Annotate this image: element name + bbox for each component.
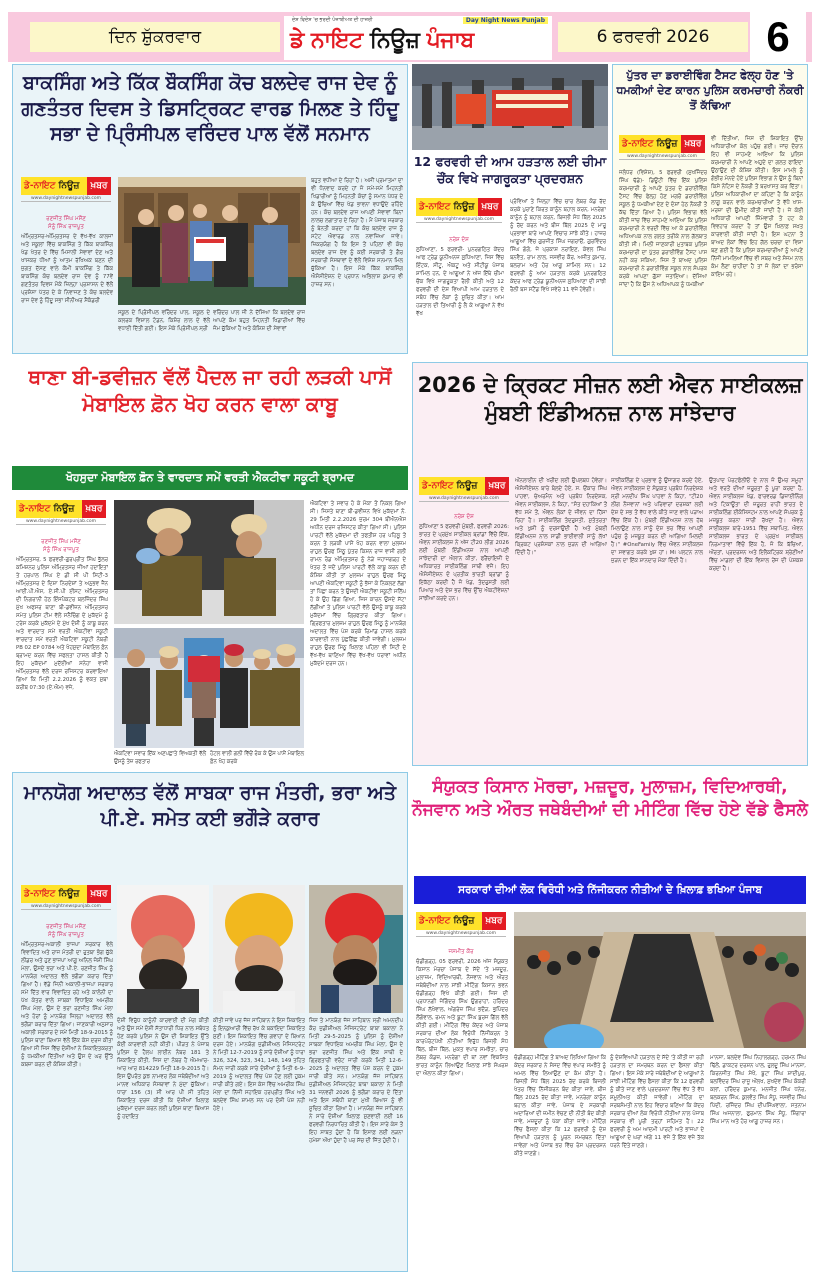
article-headline: ਸੰਯੁਕਤ ਕਿਸਾਨ ਮੋਰਚਾ, ਮਜ਼ਦੂਰ, ਮੁਲਾਜ਼ਮ, ਵਿਦਿਆਰਥੀ, ਨੌਜਵਾਨ ਅਤੇ ਔਰਤ ਜਥੇਬੰਦੀਆਂ ਦੀ ਮੀਟਿੰਗ ਵਿੱਚ ਹੋਏ ਵੱਡੇ ਫੈਸਲੇ	[412, 777, 808, 820]
logo-tagline: ਦੇਸ਼ ਵਿਦੇਸ਼ 'ਚ ਭਰਦੀ ਪੰਜਾਬੀਅਤ ਦੀ ਹਾਜ਼ਰੀ	[292, 17, 373, 23]
brand-badge: ਡੇ-ਨਾਇਟ ਨਿਊਜ਼ ਖ਼ਬਰ www.daynightnewspunjab.com	[619, 135, 705, 171]
portrait-photo[interactable]	[213, 885, 305, 1013]
photo-caption: ਐਕਟਿਵਾ ਸਵਾਰ ਇੱਕ ਅਣਪਛਾਤੇ ਵਿਅਕਤੀ ਵੱਲੋਂ ਉਸਨੂੰ ਤੇਜ਼ ਰਫਤਾਰ	[114, 751, 206, 765]
article-headline: 12 ਫਰਵਰੀ ਦੀ ਆਮ ਹੜਤਾਲ ਲਈ ਚੀਮਾ ਚੌਂਕ ਵਿਖੇ ਜਾਗਰੂਕਤਾ ਪ੍ਰਦਰਸ਼ਨ	[413, 154, 607, 186]
article-byline: ਰਣਜੀਤ ਸਿੰਘ ਮਸੌਣ ਸੋਨੂੰ ਸਿੰਘ ਰਾਜਪੂਤ	[46, 216, 86, 230]
article-byline: ਨਰੇਸ਼ ਦੋਸ਼	[449, 237, 469, 243]
article-column: ਅੰਮ੍ਰਿਤਸਰ-ਅੰਮ੍ਰਿਤਸਰ ਦੇ ਵੱਖ-ਵੱਖ ਕਾਲਜਾਂ ਅਤੇ ਸਕੂਲਾਂ ਵਿੱਚ ਬਾਕਸਿੰਗ ਤੇ ਕਿੱਕ ਬਾਕਸਿੰਗ ਖੇਡ ਖੇਤਰ ਦੇ ਵਿੱਚ ਮਿਸਾਲੀ ਸੇਵਾਵਾਂ ਦੇਣ ਅਤੇ ਖਾਸਕਰ ਧੀਆਂ ਨੂੰ ਆਤਮ ਰੱਖਿਅਕ ਬਣਨ ਦੀ ਜੁਗਤ ਦੱਸਣ ਵਾਲੇ ਕੌਮੀ ਬਾਕਸਿੰਗ ਤੇ ਕਿੱਕ ਬਾਕਸਿੰਗ ਕੋਚ ਬਲਦੇਵ ਰਾਜ ਦੇਵ ਨੂੰ 77ਵੇਂ ਗਣਤੰਤਰ ਦਿਵਸ ਮੌਕੇ ਜ਼ਿਲ੍ਹਾ ਪ੍ਰਸ਼ਾਸਨ ਦੇ ਵੱਲੋਂ ਪ੍ਰਸ਼ੰਸਾ ਪੱਤਰ ਦੇ ਕੇ ਨਿਵਾਜਣ ਤੇ ਕੋਚ ਬਲਦੇਵ ਰਾਜ ਦੇਵ ਨੂੰ ਹਿੰਦੂ ਸਭਾ ਸੀਨੀਅਰ ਸੈਕੰਡਰੀ	[21, 234, 113, 304]
article-column: ਪ੍ਰੋਵਿਆਂ ਤੇ ਜ਼ਿਲ੍ਹਾ ਵਿੱਚ ਚਾਰ ਲੇਬਰ ਕੋਡ ਰੱਦ ਕਰਕੇ ਪੁਰਾਣੇ ਕਿਰਤ ਕਾਨੂੰਨ ਬਹਾਲ ਕਰਨ, ਮਨਰੇਗਾ ਕਾਨੂੰਨ ਨੂੰ ਬਹਾਲ ਕਰਨ, ਬਿਜਲੀ ਸੋਧ ਬਿੱਲ 2025 ਨੂੰ ਰੱਦ ਕਰਨ ਅਤੇ ਬੀਜ ਬਿੱਲ 2025 ਦੇ ਮਾਰੂ ਪ੍ਰਭਾਵਾਂ ਬਾਰੇ ਆਪਣੇ ਵਿਚਾਰ ਸਾਂਝੇ ਕੀਤੇ। ਹਾਜ਼ਰ ਆਗੂਆਂ ਵਿੱਚ ਗੁਰਜੀਤ ਸਿੰਘ ਜਗਰਾਓਂ, ਗੁਰਵਿੰਦਰ ਸਿੰਘ ਗੋਗੋ, ਜੇ ਪ੍ਰਕਾਸ਼ ਨਰਾਇਣ, ਕੇਵਲ ਸਿੰਘ ਬਨਵੈਤ, ਰਾਮ ਲਾਲ, ਜਸਵੀਰ ਕੌਰ, ਅਜੀਤ ਕੁਮਾਰ, ਬਲਰਾਮ ਅਤੇ ਹੋਰ ਆਗੂ ਸ਼ਾਮਿਲ ਸਨ। 12 ਫਰਵਰੀ ਨੂੰ ਆਮ ਹੜਤਾਲ ਕਰਕੇ ਪੁਨਰਗਠਿਤ ਕੇਂਦਰ ਆਫ ਟ੍ਰੇਡ ਯੂਨੀਅਨਜ਼ ਲੁਧਿਆਣਾ ਦੀ ਸਾਂਝੀ ਰੈਲੀ ਬਸ ਸਟੈਂਡ ਵਿਖੇ ਸਵੇਰੇ 11 ਵਜੇ ਹੋਵੇਗੀ।	[510, 199, 606, 293]
article-column: ਜਲੰਧਰ (ਵਿਸ਼ੇਸ਼), 5 ਫਰਵਰੀ (ਸੁਖਜਿੰਦਰ ਸਿੰਘ ਢੱਡੇ)- ਡਿਊਟੀ ਵਿੱਚ ਇੱਕ ਪੁਲਿਸ ਕਰਮਚਾਰੀ ਨੂੰ ਆਪਣੇ ਪੁੱਤਰ ਦੇ ਡਰਾਈਵਿੰਗ ਟੈਸਟ ਵਿੱਚ ਫੇਲ੍ਹ ਹੋਣ ਮਗਰੋਂ ਡਰਾਈਵਿੰਗ ਸਕੂਲ ਨੂੰ ਧਮਕੀਆਂ ਦੇਣ ਦੇ ਦੋਸ਼ਾਂ ਹੇਠ ਨੌਕਰੀ ਤੋਂ ਕੱਢ ਦਿੱਤਾ ਗਿਆ ਹੈ। ਪੁਲਿਸ ਵਿਭਾਗ ਵੱਲੋਂ ਕੀਤੀ ਜਾਂਚ ਵਿੱਚ ਸਾਹਮਣੇ ਆਇਆ ਕਿ ਪੁਲਿਸ ਕਰਮਚਾਰੀ ਨੇ ਵਰਦੀ ਵਿੱਚ ਆ ਕੇ ਡਰਾਈਵਿੰਗ ਅਧਿਆਪਕ ਨਾਲ ਗਲਤ ਤਰੀਕੇ ਨਾਲ ਗੱਲਬਾਤ ਕੀਤੀ ਸੀ। ਮਿਲੀ ਜਾਣਕਾਰੀ ਮੁਤਾਬਕ ਪੁਲਿਸ ਕਰਮਚਾਰੀ ਦਾ ਪੁੱਤਰ ਡਰਾਈਵਿੰਗ ਟੈਸਟ ਪਾਸ ਨਹੀਂ ਕਰ ਸਕਿਆ, ਜਿਸ ਤੋਂ ਬਾਅਦ ਪੁਲਿਸ ਕਰਮਚਾਰੀ ਨੇ ਡਰਾਈਵਿੰਗ ਸਕੂਲ ਨਾਲ ਸੰਪਰਕ ਕਰਕੇ ਆਪਣਾ ਗੁੱਸਾ ਜਤਾਇਆ। ਦੱਸਿਆ ਜਾਂਦਾ ਹੈ ਕਿ ਉਸ ਨੇ ਅਧਿਆਪਕ ਨੂੰ ਧਮਕੀਆਂ	[619, 170, 707, 288]
article-subheadline: ਸਰਕਾਰਾਂ ਦੀਆਂ ਲੋਕ ਵਿਰੋਧੀ ਅਤੇ ਨਿੱਜੀਕਰਨ ਨੀਤੀਆਂ ਦੇ ਖ਼ਿਲਾਫ਼ ਭਖਿਆ ਪੰਜਾਬ	[414, 876, 806, 904]
day-label: ਦਿਨ ਸ਼ੁੱਕਰਵਾਰ	[30, 22, 280, 52]
article-column: ਚੰਡੀਗੜ੍ਹ, 05 ਫਰਵਰੀ, 2026 ਅੱਜ ਸੰਯੁਕਤ ਕਿਸਾਨ ਮੋਰਚਾ ਪੰਜਾਬ ਦੇ ਸੱਦੇ 'ਤੇ ਮਜ਼ਦੂਰ, ਮੁਲਾਜ਼ਮ, ਵਿਦਿਆਰਥੀ, ਨੌਜਵਾਨ ਅਤੇ ਔਰਤ ਜਥੇਬੰਦੀਆਂ ਨਾਲ ਸਾਂਝੀ ਮੀਟਿੰਗ ਕਿਸਾਨ ਭਵਨ ਚੰਡੀਗੜ੍ਹ ਵਿਖੇ ਕੀਤੀ ਗਈ। ਜਿਸ ਦੀ ਪ੍ਰਧਾਨਗੀ ਜੋਗਿੰਦਰ ਸਿੰਘ ਉਗਰਾਹਾਂ, ਹਰਿੰਦਰ ਸਿੰਘ ਲੱਖੋਵਾਲ, ਅੰਗਰੇਜ਼ ਸਿੰਘ ਭਦੌੜ, ਭੁਪਿੰਦਰ ਲੌਂਗੋਵਾਲ, ਰਮਨ ਅਤੇ ਬੂਟਾ ਸਿੰਘ ਬੁਰਜ ਗਿੱਲ ਵੱਲੋਂ ਕੀਤੀ ਗਈ। ਮੀਟਿੰਗ ਵਿੱਚ ਕੇਂਦਰ ਅਤੇ ਪੰਜਾਬ ਸਰਕਾਰ ਦੀਆਂ ਲੋਕ ਵਿਰੋਧੀ ਨਿੱਜੀਕਰਨ ਤੇ ਕਾਰਪੋਰੇਟਪੱਖੀ ਨੀਤੀਆਂ ਵਿਰੁੱਧ ਬਿਜਲੀ ਸੋਧ ਬਿੱਲ, ਬੀਜ ਬਿੱਲ, ਮੁਕਤ ਵਪਾਰ ਸਮਝੌਤਾ, ਚਾਰ ਲੇਬਰ ਕੋਡਜ਼, ਮਨਰੇਗਾ ਦੀ ਥਾਂ ਨਵਾਂ ਵਿਕਸਿਤ ਭਾਰਤ ਕਾਨੂੰਨ ਲਿਆਉਣ ਖ਼ਿਲਾਫ਼ ਸਾਂਝੇ ਸੰਘਰਸ਼ ਦਾ ਐਲਾਨ ਕੀਤਾ ਗਿਆ।	[416, 959, 508, 1077]
article-column: ਔਨਲਾਈਨ ਦੀ ਖਰੀਦ ਲਈ ਉਪਲਬਧ ਹੋਵੇਗਾ। ਐਸੋਸੀਏਸ਼ਨ ਬਾਰੇ ਬੋਲਦੇ ਹੋਏ, ਸ. ਓਂਕਾਰ ਸਿੰਘ ਪਾਹਵਾ, ਚੇਅਰਮੈਨ ਅਤੇ ਪ੍ਰਬੰਧ ਨਿਰਦੇਸ਼ਕ, ਐਵਨ ਸਾਈਕਲਜ਼, ਨੇ ਕਿਹਾ, "ਸੰਤ ਦਹਾਕਿਆਂ ਤੋਂ ਵੱਧ ਸਮੇਂ ਤੋਂ, ਐਵਨ ਲੋਕਾਂ ਦੇ ਜੀਵਨ ਦਾ ਹਿੱਸਾ ਰਿਹਾ ਹੈ। ਸਾਈਕਲਿੰਗ ਤੰਦਰੁਸਤੀ, ਸੁਤੰਤਰਤਾ ਅਤੇ ਖੁਸ਼ੀ ਨੂੰ ਦਰਸਾਉਂਦੀ ਹੈ ਅਤੇ ਮੁੰਬਈ ਇੰਡੀਅਨਜ਼ ਨਾਲ ਸਾਡੀ ਭਾਈਵਾਲੀ ਸਾਨੂੰ ਲੱਖਾਂ ਕ੍ਰਿਕਟ ਪ੍ਰਸ਼ੰਸਕਾਂ ਨਾਲ ਜੁੜਨ ਦੀ ਆਗਿਆ ਦਿੰਦੀ ਹੈ।"	[515, 478, 607, 556]
article-photo[interactable]	[412, 64, 608, 150]
article-photo[interactable]	[114, 628, 304, 748]
brand-badge: ਡੇ-ਨਾਇਟ ਨਿਊਜ਼ ਖ਼ਬਰ www.daynightnewspunjab.com	[16, 500, 106, 536]
photo-caption: ਹੋਟਲ ਵਾਲੀ ਗਲੀ ਵਿੱਚੋਂ ਰੋਕ ਕੇ ਉਸ ਪਾਸੋਂ ਮੋਬਾਇਲ ਫ਼ੋਨ ਖੋਹ ਕਰਕੇ	[210, 751, 304, 765]
article-headline: ਬਾਕਸਿੰਗ ਅਤੇ ਕਿੱਕ ਬੌਕਸਿੰਗ ਕੋਚ ਬਲਦੇਵ ਰਾਜ ਦੇਵ ਨੂੰ ਗਣਤੰਤਰ ਦਿਵਸ ਤੇ ਡਿਸਟ੍ਰਿਕਟ ਵਾਰਡ ਮਿਲਣ ਤੇ ਹਿੰਦੂ ਸਭਾ ਦੇ ਪ੍ਰਿੰਸੀਪਲ ਵਰਿੰਦਰ ਪਾਲ ਵੱਲੋਂ ਸਨਮਾਨ	[21, 72, 399, 146]
article-court[interactable]	[12, 772, 408, 1272]
article-photo[interactable]	[118, 177, 306, 305]
article-photo[interactable]	[114, 500, 304, 624]
issue-date: 6 ਫਰਵਰੀ 2026	[558, 22, 748, 52]
article-mobile-snatch[interactable]	[12, 360, 408, 768]
page-number: 6	[750, 12, 806, 62]
logo-name-part2: ਨਿਊਜ਼	[369, 28, 427, 53]
newspaper-logo[interactable]	[284, 16, 552, 60]
brand-badge: ਡੇ-ਨਾਇਟ ਨਿਊਜ਼ ਖ਼ਬਰ www.daynightnewspunjab.com	[419, 477, 509, 513]
logo-english-name: Day Night News Punjab	[463, 17, 548, 24]
article-column: ਨੂੰ ਦੇਸ਼ਵਿਆਪੀ ਹੜਤਾਲ ਦੇ ਸੱਦੇ 'ਤੇ ਕੀਤੀ ਜਾ ਰਹੀ ਹੜਤਾਲ ਦਾ ਸਮਰਥਨ ਕਰਨ ਦਾ ਫੈਸਲਾ ਕੀਤਾ ਗਿਆ। ਇਸ ਮੌਕੇ ਸਾਰੇ ਜਥੇਬੰਦੀਆਂ ਦੇ ਆਗੂਆਂ ਨੇ ਸਾਂਝੀ ਮੀਟਿੰਗ ਵਿੱਚ ਫੈਸਲਾ ਕੀਤਾ ਕਿ 12 ਫਰਵਰੀ ਨੂੰ ਕੀਤੇ ਜਾਣ ਵਾਲੇ ਪ੍ਰਦਰਸ਼ਨਾਂ ਵਿੱਚ ਵੱਧ ਤੋਂ ਵੱਧ ਸ਼ਮੂਲੀਅਤ ਕੀਤੀ ਜਾਵੇਗੀ। ਮੀਟਿੰਗ ਦਾ ਸਰਬਸੰਮਤੀ ਨਾਲ ਇਹ ਵਿਚਾਰ ਬਣਿਆ ਕਿ ਕੇਂਦਰ ਸਰਕਾਰ ਦੀਆਂ ਲੋਕ ਵਿਰੋਧੀ ਨੀਤੀਆਂ ਨਾਲ ਪੰਜਾਬ ਸਰਕਾਰ ਵੀ ਪੂਰੀ ਤਰ੍ਹਾਂ ਸਹਿਮਤ ਹੈ। 22 ਫਰਵਰੀ ਨੂੰ ਅਮ ਆਦਮੀ ਪਾਰਟੀ ਅਤੇ ਭਾਜਪਾ ਦੇ ਆਗੂਆਂ ਦੇ ਘਰਾਂ ਅੱਗੇ 11 ਵਜੇ ਤੋਂ ਇੱਕ ਵਜੇ ਤੱਕ ਧਰਨੇ ਦਿੱਤੇ ਜਾਣਗੇ।	[610, 1055, 704, 1149]
article-cricket[interactable]	[412, 362, 808, 766]
portrait-photo[interactable]	[309, 885, 403, 1013]
logo-name-part3: ਪੰਜਾਬ	[426, 28, 474, 53]
article-column: ਉਤਪਾਦ ਪੋਰਟਫੋਲੀਓ ਦੇ ਨਾਲ ਜੋ ਉਮਰ ਸਮੂਹਾਂ ਅਤੇ ਵਰਤੋਂ ਦੀਆਂ ਜ਼ਰੂਰਤਾਂ ਨੂੰ ਪੂਰਾ ਕਰਦਾ ਹੈ, ਐਵਨ ਸਾਈਕਲਜ਼ ਖੇਡ, ਫਾਰਵਰਡ ਡਿਜ਼ਾਈਨਿੰਗ ਅਤੇ ਟਿਕਾਊਤਾ ਦੀ ਜ਼ਰੂਰਤ ਰਾਹੀਂ ਭਾਰਤ ਦੇ ਸਾਈਕਲਿੰਗ ਈਕੋਸਿਸਟਮ ਨਾਲ ਆਪਣੇ ਸੰਪਰਕ ਨੂੰ ਮਜ਼ਬੂਤ ਕਰਨਾ ਜਾਰੀ ਰੱਖਦਾ ਹੈ। ਐਵਨ ਸਾਈਕਲਜ਼ ਬਾਰੇ-1951 ਵਿੱਚ ਸਥਾਪਿਤ, ਐਵਨ ਸਾਈਕਲਜ਼ ਭਾਰਤ ਦੇ ਪ੍ਰਮੁੱਖ ਸਾਈਕਲ ਨਿਰਮਾਤਾਵਾਂ ਵਿੱਚੋਂ ਇੱਕ ਹੈ, ਜੋ ਕਿ ਬੱਚਿਆਂ, ਔਰਤਾਂ, ਪ੍ਰਦਰਸ਼ਨ ਅਤੇ ਇਲੈਕਟ੍ਰਿਕ ਸ਼੍ਰੇਣੀਆਂ ਵਿੱਚ ਮਾਡਲਾਂ ਦੀ ਇੱਕ ਵਿਸ਼ਾਲ ਰੇਂਜ ਦੀ ਪੇਸ਼ਕਸ਼ ਕਰਦਾ ਹੈ।	[709, 478, 803, 572]
article-column: ਮਾਨਸਾ, ਬਲਦੇਵ ਸਿੰਘ ਨਿਹਾਲਗੜ੍ਹ, ਹਰਮਨ ਸਿੰਘ ਢਿੱਲੋਂ, ਡਾਕਟਰ ਦਰਸ਼ਨ ਪਾਲ, ਰੁਲਦੂ ਸਿੰਘ ਮਾਨਸਾ, ਕਿਰਨਜੀਤ ਸਿੰਘ ਸੇਖੋਂ, ਬੂਟਾ ਸਿੰਘ ਸ਼ਾਦੀਪੁਰ, ਬਲਵਿੰਦਰ ਸਿੰਘ ਰਾਜੂ ਔਲਖ, ਸੁਖਦੇਵ ਸਿੰਘ ਕੋਕਰੀ ਕਲਾਂ, ਹਰਿੰਦਰ ਕੁਮਾਰ, ਮਨਜੀਤ ਸਿੰਘ ਧਨੇਰ, ਬਲਕਰਨ ਸਿੰਘ, ਕੁਲਵੰਤ ਸਿੰਘ ਸੰਧੂ, ਜਸਵੀਰ ਸਿੰਘ ਪਿੱਦੀ, ਰਜਿੰਦਰ ਸਿੰਘ ਦੀਪਸਿੰਘਵਾਲਾ, ਸਤਨਾਮ ਸਿੰਘ ਅਜਨਾਲਾ, ਫੁਰਮਾਨ ਸਿੰਘ ਸੰਧੂ, ਸ਼ਿੰਗਾਰਾ ਸਿੰਘ ਮਾਨ ਅਤੇ ਹੋਰ ਆਗੂ ਹਾਜ਼ਰ ਸਨ।	[710, 1055, 806, 1125]
article-column: ਅੰਮ੍ਰਿਤਸਰ-ਅਕਾਲੀ ਭਾਜਪਾ ਸਰਕਾਰ ਵੇਲੇ ਵਿਵਾਦਿਤ ਅਤੇ ਰਾਜ ਮੰਤਰੀ ਦਾ ਰੁਤਬਾ ਭੋਗ ਚੁੱਕੇ ਲੀਡਰ ਅਤੇ ਹੁਣ ਭਾਜਪਾ ਆਗੂ ਅਨਿਲ ਜੋਸ਼ੀ ਸਿੰਘ ਮੇਲਾ, ਉਸਦੇ ਭਰਾ ਅਤੇ ਪੀ.ਏ. ਰਣਜੀਤ ਸਿੰਘ ਨੂੰ ਮਾਨਯੋਗ ਅਦਾਲਤ ਵੱਲੋਂ ਭਗੌੜਾ ਕਰਾਰ ਦਿੱਤਾ ਗਿਆ ਹੈ। ਵੱਡੇ ਜਿਨੀ ਅਕਾਲੀ-ਭਾਜਪਾ ਸਰਕਾਰ ਸਮੇਂ ਦਿੱਤ ਵਾਰ ਵਿਵਾਦਿਤ ਰਹੇ ਅਤੇ ਕਾਲੋਨੀ ਦਾ ਪੱਖ ਕੇਤਰ ਵਾਲੇ ਸਾਬਕਾ ਵਿਧਾਇਕ ਅਮਰੀਕ ਸਿੰਘ ਮੇਲਾ, ਉਸ ਦੇ ਭਰਾ ਰਣਜੀਤ ਸਿੰਘ ਮੇਲਾ ਅਤੇ ਹੋਰਾਂ ਨੂੰ ਮਾਨਯੋਗ ਜਿਲ੍ਹਾ ਅਦਾਲਤ ਵੱਲੋਂ ਭਗੌੜਾ ਕਰਾਰ ਦਿੱਤਾ ਗਿਆ। ਜਾਣਕਾਰੀ ਅਨੁਸਾਰ ਅਕਾਲੀ ਸਰਕਾਰ ਦੇ ਸਮੇਂ ਮਿਤੀ 18-9-2015 ਨੂੰ ਪੁਲਿਸ ਥਾਣਾ ਬਿਆਸ ਵੱਲੋਂ ਇੱਕ ਕੇਸ ਦਰਜ ਕੀਤਾ ਗਿਆ ਸੀ ਜਿਸ ਵਿੱਚ ਦੋਸ਼ੀਆਂ ਨੇ ਸ਼ਿਕਾਇਤਕਰਤਾ ਨੂੰ ਧਮਕੀਆਂ ਦਿੱਤੀਆਂ ਅਤੇ ਉਸ ਦੇ ਘਰ ਉੱਤੇ ਕਬਜ਼ਾ ਕਰਨ ਦੀ ਕੋਸ਼ਿਸ਼ ਕੀਤੀ।	[21, 942, 113, 1068]
article-column: ਜਿਸ ਤੇ ਮਾਨਯੋਗ ਜੱਜ ਸਾਹਿਬਾਨ ਸ੍ਰੀ ਅਮਨਦੀਪ ਕੌਰ ਜੁਡੀਸ਼ੀਅਲ ਮੈਜਿਸਟਰੇਟ ਬਾਬਾ ਬਕਾਲਾ ਨੇ ਮਿਤੀ 29-5-2025 ਨੂੰ ਪੁਲਿਸ ਨੂੰ ਦੋਸ਼ੀਆਂ ਸਾਬਕਾ ਵਿਧਾਇਕ ਅਮਰੀਕ ਸਿੰਘ ਮੇਲਾ, ਉਸ ਦੇ ਭਰਾ ਰਣਜੀਤ ਸਿੰਘ ਅਤੇ ਇੱਕ ਸਾਥੀ ਦੇ ਗ੍ਰਿਫਤਾਰੀ ਵਰੰਟ ਜਾਰੀ ਕਰਕੇ ਮਿਤੀ 12-6-2025 ਨੂੰ ਅਦਾਲਤ ਵਿੱਚ ਪੇਸ਼ ਕਰਨ ਦੇ ਹੁਕਮ ਜਾਰੀ ਕੀਤੇ ਸਨ। ਮਾਨਯੋਗ ਜੱਜ ਸਾਹਿਬਾਨ ਜੁਡੀਸ਼ੀਅਲ ਮੈਜਿਸਟਰੇਟ ਬਾਬਾ ਬਕਾਲਾ ਨੇ ਮਿਤੀ 31 ਜਨਵਰੀ 2026 ਨੂੰ ਭਗੌੜਾ ਕਰਾਰ ਦੇ ਦਿੱਤਾ ਅਤੇ ਇਸ ਸਬੰਧੀ ਥਾਣਾ ਮੁਖੀ ਬਿਆਸ ਨੂੰ ਵੀ ਸੂਚਿਤ ਕੀਤਾ ਗਿਆ ਹੈ। ਮਾਨਯੋਗ ਜੱਜ ਸਾਹਿਬਾਨ ਨੇ ਸਾਰੇ ਦੋਸ਼ੀਆਂ ਖ਼ਿਲਾਫ਼ ਸੁਣਵਾਈ ਲਈ 16 ਫਰਵਰੀ ਨਿਰਧਾਰਿਤ ਕੀਤੀ ਹੈ। ਇਸ ਸਾਰੇ ਕੇਸ ਤੋਂ ਇਹ ਸਾਬਤ ਹੁੰਦਾ ਹੈ ਕਿ ਇਸਾਫ਼ ਲਈ ਲੜਨਾ ਹਮੇਸ਼ਾ ਔਖਾ ਹੁੰਦਾ ਹੈ ਪਰ ਸੱਚ ਦੀ ਜਿੱਤ ਹੁੰਦੀ ਹੈ।	[309, 1018, 403, 1144]
article-byline: ਜਸਮੀਤ ਕੌਰ	[448, 949, 474, 955]
article-headline: 2026 ਦੇ ਕ੍ਰਿਕਟ ਸੀਜ਼ਨ ਲਈ ਐਵਨ ਸਾਈਕਲਜ਼ ਮੁੰਬਈ ਇੰਡੀਅਨਜ਼ ਨਾਲ ਸਾਂਝੇਦਾਰ	[417, 373, 803, 426]
article-column: ਲੁਧਿਆਣਾ, 5 ਫਰਵਰੀ- ਪੁਨਰਗਠਿਤ ਕੇਂਦਰ ਆਫ ਟ੍ਰੇਡ ਯੂਨੀਅਨਜ਼ ਲੁਧਿਆਣਾ, ਜਿਸ ਵਿੱਚ ਇੰਟਕ, ਸੀਟੂ, ਐਕਟੂ ਅਤੇ ਸੀਟੀਯੂ ਪੰਜਾਬ ਸ਼ਾਮਿਲ ਹਨ, ਦੇ ਆਗੂਆਂ ਨੇ ਅੱਜ ਇੱਥੇ ਚੀਮਾ ਚੌਂਕ ਵਿਖੇ ਜਾਗਰੂਕਤਾ ਰੈਲੀ ਕੀਤੀ ਅਤੇ 12 ਫਰਵਰੀ ਦੀ ਦੇਸ਼ ਵਿਆਪੀ ਆਮ ਹੜਤਾਲ ਦੇ ਸਬੰਧ ਵਿੱਚ ਲੋਕਾਂ ਨੂੰ ਸੂਚਿਤ ਕੀਤਾ। ਆਮ ਹੜਤਾਲ ਦੀ ਤਿਆਰੀ ਨੂੰ ਲੈ ਕੇ ਆਗੂਆਂ ਨੇ ਵੱਖ ਵੱਖ	[416, 247, 504, 317]
article-column: ਕੀਤੀ ਜਾਵੇ ਪਰ ਜੱਜ ਸਾਹਿਬਾਨ ਨੇ ਇਸ ਸ਼ਿਕਾਇਤ ਨੂੰ ਇਨਕੁਆਰੀ ਵਿੱਚ ਰੱਖ ਕੇ ਬਕਾਇਦਾ ਸ਼ਿਕਾਇਤ ਸੁਣੀ। ਇਸ ਸ਼ਿਕਾਇਤ ਵਿੱਚ ਗਵਾਹਾਂ ਦੇ ਬਿਆਨ ਦਰਜ ਹੋਏ। ਮਾਨਯੋਗ ਜੁਡੀਸ਼ੀਅਲ ਮੈਜਿਸਟਰੇਟ ਨੇ ਮਿਤੀ 12-7-2019 ਨੂੰ ਸਾਰੇ ਦੋਸ਼ੀਆਂ ਨੂੰ ਧਾਰਾ 326, 324, 323, 341, 148, 149 ਤਹਿਤ ਸੰਮਨ ਜਾਰੀ ਕਰਕੇ ਸਾਰੇ ਦੋਸ਼ੀਆਂ ਨੂੰ ਮਿਤੀ 6-9-2019 ਨੂੰ ਅਦਾਲਤ ਵਿੱਚ ਪੇਸ਼ ਹੋਣ ਲਈ ਹੁਕਮ ਜਾਰੀ ਕੀਤੇ ਗਏ। ਇਸ ਕੇਸ ਵਿੱਚ ਅਮਰੀਕ ਸਿੰਘ ਮੇਲਾ ਦਾ ਨਿੱਜੀ ਸਹਾਇਕ ਹਰਪ੍ਰੀਤ ਸਿੰਘ ਅਤੇ ਬਲਦੇਵ ਸਿੰਘ ਸ਼ਾਮਲ ਸਨ ਪਰ ਦੋਸ਼ੀ ਪੇਸ਼ ਨਹੀਂ ਹੋਏ।	[213, 1018, 305, 1112]
logo-name	[290, 28, 474, 53]
article-column: ਚੰਡੀਗੜ੍ਹ ਮੀਟਿੰਗ ਤੋਂ ਬਾਅਦ ਲਿਖਿਆ ਗਿਆ ਕਿ ਕੇਂਦਰ ਸਰਕਾਰ ਨੇ ਸੰਸਦ ਵਿੱਚ ਵਪਾਰ ਸਮਝੌਤੇ ਨੂੰ ਅਮਲ ਵਿੱਚ ਲਿਆਉਣ ਦਾ ਕੰਮ ਕੀਤਾ ਹੈ। ਬਿਜਲੀ ਸੋਧ ਬਿੱਲ 2025 ਰੱਦ ਕਰਕੇ ਬਿਜਲੀ ਖੇਤਰ ਵਿੱਚ ਨਿੱਜੀਕਰਨ ਬੰਦ ਕੀਤਾ ਜਾਵੇ, ਬੀਜ ਬਿੱਲ 2025 ਰੱਦ ਕੀਤਾ ਜਾਵੇ, ਮਨਰੇਗਾ ਕਾਨੂੰਨ ਬਹਾਲ ਕੀਤਾ ਜਾਵੇ, ਪੰਜਾਬ ਦੇ ਸਰਕਾਰੀ ਅਦਾਰਿਆਂ ਦੀ ਜ਼ਮੀਨ ਵੇਚਣ ਦੀ ਨੀਤੀ ਬੰਦ ਕੀਤੀ ਜਾਵੇ, ਮਜ਼ਦੂਰਾਂ ਨੂੰ ਪੱਕਾ ਕੀਤਾ ਜਾਵੇ। ਮੀਟਿੰਗ ਵਿੱਚ ਫੈਸਲਾ ਕੀਤਾ ਕਿ 12 ਫਰਵਰੀ ਨੂੰ ਦੇਸ਼ ਵਿਆਪੀ ਹੜਤਾਲ ਨੂੰ ਪੂਰਨ ਸਮਰਥਨ ਦਿੱਤਾ ਜਾਵੇਗਾ ਅਤੇ ਪੰਜਾਬ ਭਰ ਵਿੱਚ ਰੋਸ ਪ੍ਰਦਰਸ਼ਨ ਕੀਤੇ ਜਾਣਗੇ।	[514, 1055, 606, 1157]
article-column: ਬਹੁਤ ਵਧੀਆ ਦੇ ਰਿਹਾ ਹੈ। ਅਸੀਂ ਪ੍ਰਮਾਤਮਾ ਦਾ ਵੀ ਧੰਨਵਾਦ ਕਰਦੇ ਹਾਂ ਜੋ ਸਮੇਂ-ਸਮੇਂ ਮਿਹਨਤੀ ਖਿਡਾਰੀਆਂ ਨੂੰ ਮਿਹਨਤੀ ਕੋਚਾਂ ਨੂੰ ਸਮਾਨ ਪੱਧਰ ਦੇ ਕੇ ਉਚਿਆਂ ਵਿੱਚ ਖੇਡ ਭਾਵਨਾ ਵਧਾਉਂਦੇ ਰਹਿੰਦੇ ਹਨ। ਕੋਚ ਬਲਦੇਵ ਰਾਜ ਆਪਣੀ ਸੇਵਾਵਾਂ ਬਿਨਾਂ ਲਾਲਚ ਲਗਾਤਾਰ ਦੇ ਰਿਹਾ ਹੈ। ਮੈਂ ਪੰਜਾਬ ਸਰਕਾਰ ਨੂੰ ਬੇਨਤੀ ਕਰਦਾ ਹਾਂ ਕਿ ਕੋਚ ਬਲਦੇਵ ਰਾਜ ਨੂੰ ਸਟੇਟ ਐਵਾਰਡ ਨਾਲ ਨਵਾਜ਼ਿਆ ਜਾਵੇ। ਜ਼ਿਕਰਯੋਗ ਹੈ ਕਿ ਇਸ ਤੋਂ ਪਹਿਲਾਂ ਵੀ ਕੋਚ ਬਲਦੇਵ ਰਾਜ ਦੇਵ ਨੂੰ ਕਈ ਸਰਕਾਰੀ ਤੇ ਗੈਰ ਸਰਕਾਰੀ ਸੰਸਥਾਵਾਂ ਦੇ ਵੱਲੋਂ ਵਿਸ਼ੇਸ਼ ਸਨਮਾਨ ਮਿਲ ਚੁੱਕਿਆ ਹੈ। ਇਸ ਮੌਕੇ ਕਿੱਕ ਬਾਕਸਿੰਗ ਐਸੋਸੀਏਸ਼ਨ ਦੇ ਪ੍ਰਧਾਨ ਅਭਿਲਾਸ਼ ਕੁਮਾਰ ਵੀ ਹਾਜ਼ਰ ਸਨ।	[311, 178, 403, 288]
article-column: ਐਕਟਿਵਾ ਤੇ ਸਵਾਰ ਹੋ ਕੇ ਮੌਕਾ ਤੋਂ ਨਿਕਲ ਗਿਆ ਸੀ। ਜਿਸਤੇ ਥਾਣਾ ਬੀ-ਡਵੀਜ਼ਨ ਵਿਖੇ ਮੁਕੱਦਮਾਂ ਨੰ. 29 ਮਿਤੀ 2.2.2026 ਜੁਰਮ 304 ਬੀਐਨਐਸ ਅਧੀਨ ਦਰਜ ਰਜਿਸਟਰ ਕੀਤਾ ਗਿਆ ਸੀ। ਪੁਲਿਸ ਪਾਰਟੀ ਵੱਲੋਂ ਮੁਕੱਦਮਾ ਦੀ ਤਫਤੀਸ਼ ਹਰ ਪਹਿਲੂ ਤੋਂ ਕਰਨ ਤੇ ਲੜਕੀ ਪਾਸੋਂ ਖੋਹ ਕਰਨ ਵਾਲਾ ਮੁਲਜ਼ਮ ਰਾਹੁਲ ਉਰਫ ਮਿੱਠੂ ਪੁੱਤਰ ਕਿਸ਼ਨ ਰਾਜ ਵਾਸੀ ਗਲੀ ਰਾਮਨ ਰੋਡ ਅੰਮ੍ਰਿਤਸਰ ਨੂੰ ਨੇੜੇ ਜਹਾਜਗੜ੍ਹ ਦੇ ਖੇਤਰ ਤੋਂ ਜਦੋਂ ਪੁਲਿਸ ਪਾਰਟੀ ਵੱਲੋਂ ਕਾਬੂ ਕਰਨ ਦੀ ਕੋਸ਼ਿਸ਼ ਕੀਤੀ ਤਾਂ ਮੁਲਜ਼ਮ ਰਾਹੁਲ ਉਰਫ ਮਿੱਠੂ ਆਪਣੀ ਐਕਟਿਵਾ ਸਕੂਟੀ ਨੂੰ ਭੱਜਾ ਕੇ ਨਿਕਲਣ ਲੱਗਾ ਤਾਂ ਪਿੱਛਾ ਕਰਨ ਤੇ ਉਸਦੀ ਐਕਟੀਵਾ ਸਕੂਟੀ ਸਲਿੱਪ ਹੋ ਕੇ ਉਹ ਡਿੱਗ ਗਿਆ, ਜਿਸ ਕਾਰਨ ਉਸਦੇ ਸੱਟਾ ਲੱਗੀਆਂ ਤੇ ਪੁਲਿਸ ਪਾਰਟੀ ਵੱਲੋਂ ਉਸਨੂੰ ਕਾਬੂ ਕਰਕੇ ਮੁਕੱਦਮਾਂ ਵਿੱਚ ਗ੍ਰਿਫਤਾਰ ਕੀਤਾ ਗਿਆ। ਗ੍ਰਿਫਤਾਰ ਮੁਲਜ਼ਮ ਰਾਹੁਲ ਉਰਫ ਮਿੱਠੂ ਨੂੰ ਮਾਨਯੋਗ ਅਦਾਲਤ ਵਿੱਚ ਪੇਸ਼ ਕਰਕੇ ਰਿਮਾਂਡ ਹਾਸਲ ਕਰਕੇ ਕਾਰਵਾਈ ਨਾਲ ਪੁੱਛਗਿੱਛ ਕੀਤੀ ਜਾਵੇਗੀ। ਮੁਲਜ਼ਮ ਰਾਹੁਲ ਉਰਫ ਮਿੱਠੂ ਖ਼ਿਲਾਫ਼ ਪਹਿਲਾ ਵੀ ਸਿਟੀ ਦੇ ਵੱਖ-ਵੱਖ ਥਾਣਿਆ ਵਿੱਚ ਵੱਖ-ਵੱਖ ਧਰਾਵਾਂ ਅਧੀਨ ਮੁਕੱਦਮੇ ਦਰਜ ਹਨ।	[310, 501, 406, 667]
article-kisan[interactable]	[412, 772, 808, 1272]
brand-badge: ਡੇ-ਨਾਇਟ ਨਿਊਜ਼ ਖ਼ਬਰ www.daynightnewspunjab.com	[416, 912, 506, 948]
article-byline: ਰਣਜੀਤ ਸਿੰਘ ਮਸੌਣ ਸੋਨੂੰ ਸਿੰਘ ਰਾਜਪੂਤ	[41, 539, 81, 553]
article-byline: ਰਣਜੀਤ ਸਿੰਘ ਮਸੌਣ ਸੋਨੂੰ ਸਿੰਘ ਰਾਜਪੂਤ	[46, 924, 86, 938]
article-column: ਸਕੂਲ ਦੇ ਪ੍ਰਿੰਸੀਪਲ ਵਰਿੰਦਰ ਪਾਲ, ਸਕੂਲ ਦੇ ਕਲਰਕ ਵਿਸ਼ਾਲ ਟੰਡਨ, ਕਿਸ਼ੋਰ ਲਾਲ ਦੇ ਵੱਲੋਂ ਵਧਾਈ ਦਿੱਤੀ ਗਈ। ਇਸ ਮੌਕੇ ਪ੍ਰਿੰਸੀਪਲ ਸ੍ਰੀ	[118, 310, 210, 332]
article-photo[interactable]	[514, 912, 806, 1048]
brand-badge: ਡੇ-ਨਾਇਟ ਨਿਊਜ਼ ਖ਼ਬਰ www.daynightnewspunjab.com	[21, 177, 111, 213]
article-headline: ਪੁੱਤਰ ਦਾ ਡਰਾਈਵਿੰਗ ਟੈਸਟ ਫੇਲ੍ਹ ਹੋਣ 'ਤੇ ਧਮਕੀਆਂ ਦੇਣ ਕਾਰਨ ਪੁਲਿਸ ਕਰਮਚਾਰੀ ਨੌਕਰੀ ਤੋਂ ਕੱਢਿਆ	[616, 69, 804, 112]
article-column: ਦੋਸ਼ੀ ਵਿਰੁੱਧ ਕਾਨੂੰਨੀ ਕਾਰਵਾਈ ਦੀ ਮੰਗ ਕੀਤੀ ਅਤੇ ਉਸ ਸਮੇਂ ਦੋਸ਼ੀ ਸੱਤਾਧਾਰੀ ਧਿਰ ਨਾਲ ਸਬੰਧਤ ਹੋਣ ਕਰਕੇ ਪੁਲਿਸ ਨੇ ਉਸ ਦੀ ਸ਼ਿਕਾਇਤ ਉੱਤੇ ਕੋਈ ਕਾਰਵਾਈ ਨਹੀਂ ਕੀਤੀ। ਪੀੜਤ ਨੇ ਪੰਜਾਬ ਪੁਲਿਸ ਦੇ ਹੈਲਪ ਲਾਈਨ ਨੰਬਰ 181 ਤੇ ਸ਼ਿਕਾਇਤ ਕੀਤੀ, ਜਿਸ ਦਾ ਨੰਬਰ ਹੈ ਐਮਆਰ-ਆਰ ਆਰ 814229 ਮਿਤੀ 18-9-2015 ਹੈ। ਇਸ ਉਪਰੰਤ ਕੁਝ ਨਾਮਵਰ ਲੋਕ ਜਥੇਬੰਦੀਆਂ ਅਤੇ ਮਾਨਵ ਅਧਿਕਾਰ ਸੰਸਥਾਵਾਂ ਨੇ ਮੁੱਦਾ ਚੁੱਕਿਆ। ਧਾਰਾ 156 (3) ਸੀ ਆਰ ਪੀ ਸੀ ਤਹਿਤ ਸ਼ਿਕਾਇਤ ਦਰਜ ਕੀਤੀ ਕਿ ਦੋਸ਼ੀਆਂ ਖ਼ਿਲਾਫ਼ ਮੁਕੱਦਮਾ ਦਰਜ ਕਰਨ ਲਈ ਪੁਲਿਸ ਥਾਣਾ ਬਿਆਸ ਨੂੰ ਹਦਾਇਤ	[117, 1018, 209, 1120]
article-strike[interactable]	[412, 64, 608, 354]
article-boxing[interactable]	[12, 64, 408, 354]
logo-name-part1: ਡੇ ਨਾਇਟ	[290, 28, 370, 53]
brand-badge: ਡੇ-ਨਾਇਟ ਨਿਊਜ਼ ਖ਼ਬਰ www.daynightnewspunjab.com	[416, 198, 502, 234]
article-column: ਅੰਮ੍ਰਿਤਸਰ, 5 ਫਰਵਰੀ-ਗੁਰਪ੍ਰੀਤ ਸਿੰਘ ਭੁੱਲਰ ਕਮਿਸ਼ਨਰ ਪੁਲਿਸ ਅੰਮ੍ਰਿਤਸਰ ਜੀਆਂ ਹਦਾਇਤਾਂ ਤੇ ਹਰਪਾਲ ਸਿੰਘ ਏ ਡੀ ਸੀ ਪੀ ਸਿਟੀ-3 ਅੰਮ੍ਰਿਤਸਰ ਦੇ ਦਿਸ਼ਾ ਨਿਰਦੇਸ਼ਾਂ ਤੇ ਅਨੁਭਵ ਜੈਨ ਆਈ.ਪੀ.ਐਸ, ਏ.ਸੀ.ਪੀ ਈਸਟ ਅੰਮ੍ਰਿਤਸਰ ਦੀ ਨਿਗਰਾਨੀ ਹੇਠ ਇੰਸਪੈਕਟਰ ਬਲਜਿੰਦਰ ਸਿੰਘ ਮੁੱਖ ਅਫਸਰ ਥਾਣਾ ਬੀ-ਡਵੀਜ਼ਨ ਅੰਮ੍ਰਿਤਸਰ ਸਮੇਤ ਪੁਲਿਸ ਟੀਮ ਵੱਲੋਂ ਸਨੈਚਿੰਗ ਦੇ ਮੁਕੱਦਮੇ ਨੂੰ ਟਰੇਸ ਕਰਕੇ ਮੁਕੱਦਮੇ ਦੇ ਮੁੱਖ ਦੋਸ਼ੀ ਨੂੰ ਕਾਬੂ ਕਰਨ ਅਤੇ ਵਾਰਦਾਤ ਸਮੇਂ ਵਰਤੀ ਐਕਟੀਵਾ ਸਕੂਟੀ ਵਾਰਦਾਤ ਸਮੇਂ ਵਰਤੀ ਐਕਟਿਵਾ ਸਕੂਟੀ ਨੰਬਰੀ PB 02 EP 0784 ਅਤੇ ਖੋਹਸੁਦਾ ਮੋਬਾਇਲ ਫ਼ੋਨ ਬ੍ਰਾਮਦ ਕਰਨ ਵਿੱਚ ਸਫਲਤਾ ਹਾਸਲ ਕੀਤੀ ਹੈ ਇਹ ਮੁਕੱਦਮਾਂ ਮੁਦੱਈਆਂ ਸਨੇਹਾ ਵਾਸੀ ਅੰਮ੍ਰਿਤਸਰ ਵੱਲੋਂ ਦਰਜ ਰਜਿਸਟਰ ਕਰਵਾਇਆ ਗਿਆ ਕਿ ਮਿਤੀ 2.2.2026 ਨੂੰ ਵਕਤ ਸੁਬਾ ਕਰੀਬ 07:30 (ਏ.ਐਮ) ਵਜੇ,	[16, 557, 108, 691]
article-headline: ਥਾਣਾ ਬੀ-ਡਵੀਜ਼ਨ ਵੱਲੋਂ ਪੈਦਲ ਜਾ ਰਹੀ ਲੜਕੀ ਪਾਸੋਂ ਮੋਬਾਇਲ ਫ਼ੋਨ ਖੋਹ ਕਰਨ ਵਾਲਾ ਕਾਬੂ	[28, 365, 392, 416]
article-column: ਵਰਿੰਦਰ ਪਾਲ ਜੀ ਨੇ ਦੱਸਿਆ ਕਿ ਬਲਦੇਵ ਰਾਜ ਆਪਣੇ ਕੰਮ ਬਹੁਤ ਮਿਹਨਤੀ ਖਿਡਾਰੀਆਂ ਵਿੱਚ ਜੰਮ ਚੁੱਕਿਆ ਹੈ ਅਤੇ ਕੋਸ਼ਿਸ਼ ਦੀ ਸੇਵਾਵਾਂ	[213, 310, 305, 332]
article-headline: ਮਾਨਯੋਗ ਅਦਾਲਤ ਵੱਲੋਂ ਸਾਬਕਾ ਰਾਜ ਮੰਤਰੀ, ਭਰਾ ਅਤੇ ਪੀ.ਏ. ਸਮੇਤ ਕਈ ਭਗੌੜੇ ਕਰਾਰ	[23, 782, 397, 830]
article-column: ਵੀ ਦਿੱਤੀਆਂ, ਜਿਸ ਦੀ ਸ਼ਿਕਾਇਤ ਉੱਚ ਅਧਿਕਾਰੀਆਂ ਕੋਲ ਪਹੁੰਚ ਗਈ। ਜਾਂਚ ਦੌਰਾਨ ਇਹ ਵੀ ਸਾਹਮਣੇ ਆਇਆ ਕਿ ਪੁਲਿਸ ਕਰਮਚਾਰੀ ਨੇ ਆਪਣੇ ਅਹੁਦੇ ਦਾ ਗਲਤ ਫਾਇਦਾ ਉਠਾਉਣ ਦੀ ਕੋਸ਼ਿਸ਼ ਕੀਤੀ। ਇਸ ਮਾਮਲੇ ਨੂੰ ਗੰਭੀਰ ਮੰਨਦੇ ਹੋਏ ਪੁਲਿਸ ਵਿਭਾਗ ਨੇ ਉਸ ਨੂੰ ਬਿਨਾਂ ਕਿਸੇ ਨੋਟਿਸ ਦੇ ਨੌਕਰੀ ਤੋਂ ਬਰਖਾਸਤ ਕਰ ਦਿੱਤਾ। ਪੁਲਿਸ ਅਧਿਕਾਰੀਆਂ ਦਾ ਕਹਿਣਾ ਹੈ ਕਿ ਕਾਨੂੰਨ ਲਾਗੂ ਕਰਨ ਵਾਲੇ ਕਰਮਚਾਰੀਆਂ ਤੋਂ ਵੱਧੋ ਖਾਸ-ਮਰਜ਼ਾ ਦੀ ਉਮੀਦ ਕੀਤੀ ਜਾਂਦੀ ਹੈ। ਜੇ ਕੋਈ ਅਧਿਕਾਰੀ ਆਪਣੀ ਜ਼ਿੰਮੇਵਾਰੀ ਤੋਂ ਹਟ ਕੇ ਵਿਵਹਾਰ ਕਰਦਾ ਹੈ ਤਾਂ ਉਸ ਖ਼ਿਲਾਫ਼ ਸਖ਼ਤ ਕਾਰਵਾਈ ਕੀਤੀ ਜਾਂਦੀ ਹੈ। ਇਸ ਘਟਨਾ ਤੋਂ ਬਾਅਦ ਲੋਕਾਂ ਵਿੱਚ ਇਹ ਗੱਲ ਚਰਚਾ ਦਾ ਵਿਸ਼ਾ ਬਣ ਗਈ ਹੈ ਕਿ ਪੁਲਿਸ ਕਰਮਚਾਰੀਆਂ ਨੂੰ ਆਪਣੇ ਨਿੱਜੀ ਮਾਮਲਿਆਂ ਵਿੱਚ ਵੀ ਸਬਰ ਅਤੇ ਸੰਜਮ ਨਾਲ ਕੰਮ ਲੈਣਾ ਚਾਹੀਦਾ ਹੈ ਤਾਂ ਜੋ ਲੋਕਾਂ ਦਾ ਭਰੋਸਾ ਕਾਇਮ ਰਹੇ।	[711, 136, 803, 278]
article-subheadline: ਖੋਹਸੁਦਾ ਮੋਬਾਇਲ ਫ਼ੋਨ ਤੇ ਵਾਰਦਾਤ ਸਮੇਂ ਵਰਤੀ ਐਕਟੀਵਾ ਸਕੂਟੀ ਬ੍ਰਾਮਦ	[12, 466, 408, 490]
portrait-photo[interactable]	[117, 885, 209, 1013]
article-byline: ਨਰੇਸ਼ ਦੋਸ਼	[454, 514, 474, 520]
masthead	[8, 12, 812, 62]
article-column: ਲੁਧਿਆਣਾ 5 ਫਰਵਰੀ ਮੁੰਬਈ, ਫਰਵਰੀ 2026: ਭਾਰਤ ਦੇ ਪ੍ਰਮੁੱਖ ਸਾਈਕਲ ਬ੍ਰਾਂਡਾਂ ਵਿੱਚੋਂ ਇੱਕ, ਐਵਨ ਸਾਈਕਲਜ਼ ਨੇ ਅੱਜ ਟੀ20 ਲੀਗ 2026 ਲਈ ਮੁੰਬਈ ਇੰਡੀਅਨਜ਼ ਨਾਲ ਆਪਣੀ ਸਾਂਝੇਦਾਰੀ ਦਾ ਐਲਾਨ ਕੀਤਾ, ਫਰੈਂਚਾਇਜ਼ੀ ਦੇ ਅਧਿਕਾਰਤ ਸਾਈਕਲਿੰਗ ਸਾਥੀ ਵਜੋਂ। ਇਹ ਐਸੋਸੀਏਸ਼ਨ ਦੋ ਪ੍ਰਤੀਕ ਭਾਰਤੀ ਬ੍ਰਾਂਡਾਂ ਨੂੰ ਇਕੱਠਾ ਕਰਦੀ ਹੈ ਜੋ ਖੇਡ, ਤੰਦਰੁਸਤੀ ਲਈ ਪਿਆਰ ਅਤੇ ਦੇਸ਼ ਭਰ ਵਿੱਚ ਉੱਚ ਐਕਟੀਵੇਸ਼ਨਾਂ ਸਾਂਝੀਆਂ ਕਰਦੇ ਹਨ।	[419, 524, 509, 602]
article-column: ਸਾਈਕਲਿੰਗ ਦੇ ਪ੍ਰਭਾਵ ਨੂੰ ਉਜਾਗਰ ਕਰਦੇ ਹੋਏ, ਐਵਨ ਸਾਈਕਲਜ਼ ਦੇ ਸੰਯੁਕਤ ਪ੍ਰਬੰਧ ਨਿਰਦੇਸ਼ਕ ਸ੍ਰੀ ਮਨਦੀਪ ਸਿੰਘ ਪਾਹਵਾ ਨੇ ਕਿਹਾ, "ਟੀ20 ਲੀਗ ਨੌਜਵਾਨਾਂ ਅਤੇ ਪਰਿਵਾਰਾਂ ਦਰਸ਼ਕਾਂ ਲਈ ਦੇਸ਼ ਦੇ ਸਭ ਤੋਂ ਵੱਧ ਵਾਲੇ ਕੀਤੇ ਜਾਣ ਵਾਲੇ ਪੜਾਅ ਵਿੱਚ ਇੱਕ ਹੈ। ਮੁੰਬਈ ਇੰਡੀਅਨਜ਼ ਨਾਲ ਹੱਥ ਮਿਲਾਉਣ ਨਾਲ ਸਾਨੂੰ ਦੇਸ਼ ਭਰ ਵਿੱਚ ਆਪਣੀ ਪਹੁੰਚ ਨੂੰ ਮਜ਼ਬੂਤ ਕਰਨ ਦੀ ਆਗਿਆ ਮਿਲਦੀ ਹੈ।" #OneFamily ਵਿੱਚ ਐਵਨ ਸਾਈਕਲਜ਼ ਦਾ ਸਵਾਗਤ ਕਰਕੇ ਖੁਸ਼ ਹਾਂ। Mi ਪਲਟਨ ਨਾਲ ਜੁੜਨ ਦਾ ਇੱਕ ਸ਼ਾਨਦਾਰ ਮੌਕਾ ਦਿੰਦੀ ਹੈ।	[611, 478, 703, 564]
masthead-edge	[806, 12, 812, 62]
article-police-son[interactable]	[612, 64, 808, 356]
brand-badge: ਡੇ-ਨਾਇਟ ਨਿਊਜ਼ ਖ਼ਬਰ www.daynightnewspunjab.com	[21, 885, 111, 921]
